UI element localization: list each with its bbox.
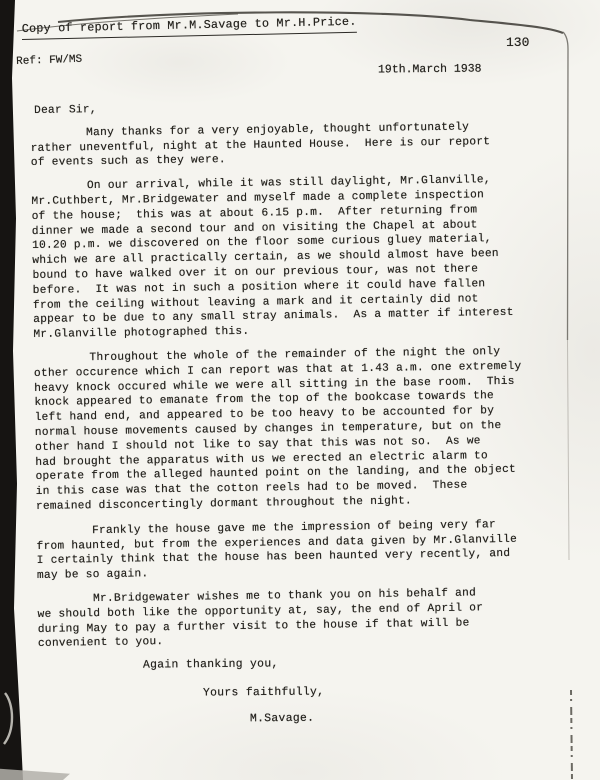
paragraph-3: Throughout the whole of the remainder of the night the only other occurence which I can report was that at 1.43 a.m. one extremely heavy knock occured while we were all sitting in the base room. This knock appeared to emanate from the top of the bookcase towards the left hand end, and appeared to be too heavy to be accounted for by normal house movements caused by changes in temperature, but on the other hand I should not like to say that this was not so. As we had brought the apparatus with us we erected an electric alarm to operate from the alleged haunted point on the landing, and the object in this case was that the cotton reels had to be moved. These remained disconcertingly dormant throughout the night. xyxy=(33,346,522,513)
left-binding-edge xyxy=(0,0,26,780)
page-right-edge-faint xyxy=(568,340,570,560)
page-right-edge xyxy=(563,32,568,340)
date-line: 19th.March 1938 xyxy=(377,62,482,77)
report-heading: Copy of report from Mr.M.Savage to Mr.H.Price. xyxy=(22,15,357,40)
paragraph-4: Frankly the house gave me the impression of being very far from haunted, but from the experiences and data given by Mr.Glanville I certainly think that the house has been haunted very recently, and may be so again. xyxy=(36,518,518,583)
reference-line: Ref: FW/MS xyxy=(16,53,83,68)
closing-valediction: Yours faithfully, xyxy=(202,686,325,700)
paragraph-2: On our arrival, while it was still daylight, Mr.Glanville, Mr.Cuthbert, Mr.Bridgewater and myself made a complete inspection of the house; this was at about 6.15 p.m. After returning from dinner we made a second tour and on visiting the Chapel at about 10.20 p.m. we discovered on the floor some curious gluey material, which we are all practically certain, as we should almost have been bound to have walked over it on our previous tour, was not there before. It was not in such a position where it could have fallen from the ceiling without leaving a mark and it certainly did not appear to be due to any small stray animals. As a matter if interest Mr.Glanville photographed this. xyxy=(31,174,514,342)
signature: M.Savage. xyxy=(249,712,315,726)
letter-body xyxy=(30,97,543,662)
page-right-edge-broken xyxy=(571,690,572,780)
paragraph-5: Mr.Bridgewater wishes me to thank you on his behalf and we should both like the opportunity at, say, the end of April or during May to pay a further visit to the house if that will be convenient to you. xyxy=(37,587,484,651)
salutation: Dear Sir, xyxy=(34,104,97,117)
closing-thanks: Again thanking you, xyxy=(142,658,279,672)
page-number: 130 xyxy=(506,35,530,50)
paragraph-1: Many thanks for a very enjoyable, thought unfortunately rather uneventful, night at the Haunted House. Here is our report of events such as they were. xyxy=(30,121,491,170)
